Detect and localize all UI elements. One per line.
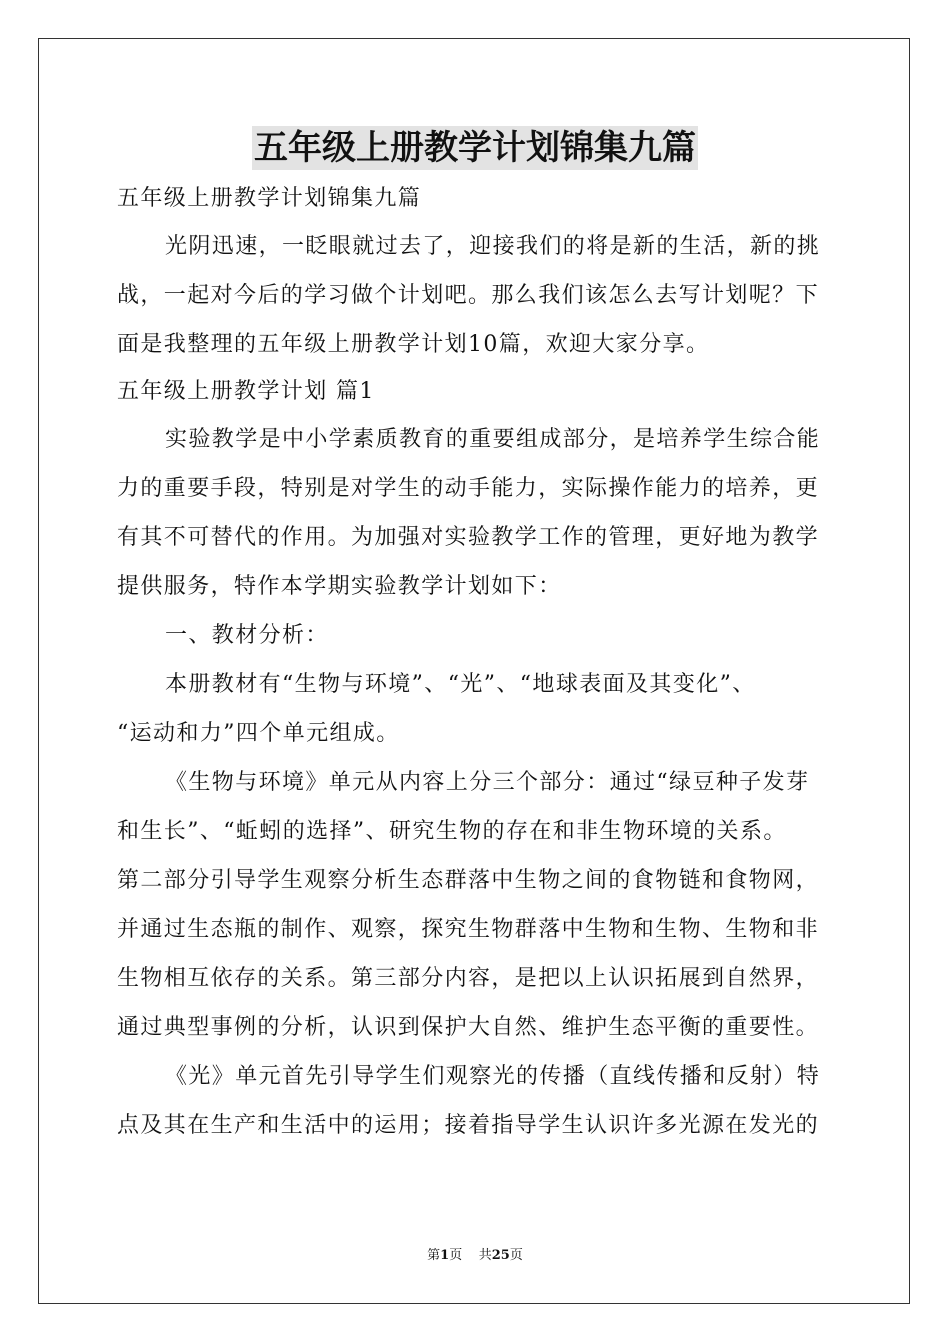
body-line: 生物相互依存的关系。第三部分内容，是把以上认识拓展到自然界，: [117, 966, 820, 991]
page-suffix: 页: [449, 1248, 463, 1263]
body-line: 实验教学是中小学素质教育的重要组成部分，是培养学生综合能: [165, 427, 821, 452]
total-pages: 25: [491, 1248, 510, 1263]
body-line: 点及其在生产和生活中的运用；接着指导学生认识许多光源在发光的: [117, 1113, 820, 1138]
body-line: 《生物与环境》单元从内容上分三个部分：通过“绿豆种子发芽: [165, 770, 810, 795]
body-line: 通过典型事例的分析，认识到保护大自然、维护生态平衡的重要性。: [117, 1015, 820, 1040]
document-body: [117, 176, 833, 1150]
body-line: 《光》单元首先引导学生们观察光的传播（直线传播和反射）特: [165, 1064, 821, 1089]
section-heading: 五年级上册教学计划 篇1: [117, 379, 375, 404]
body-line: 提供服务，特作本学期实验教学计划如下：: [117, 574, 562, 599]
body-line: 和生长”、“蚯蚓的选择”、研究生物的存在和非生物环境的关系。: [117, 819, 787, 844]
body-line: 有其不可替代的作用。为加强对实验教学工作的管理，更好地为教学: [117, 525, 820, 550]
body-line: 本册教材有“生物与环境”、“光”、“地球表面及其变化”、: [165, 672, 756, 697]
body-line: 战，一起对今后的学习做个计划吧。那么我们该怎么去写计划呢？下: [117, 283, 820, 308]
total-suffix: 页: [509, 1248, 523, 1263]
body-line: 力的重要手段，特别是对学生的动手能力，实际操作能力的培养，更: [117, 476, 820, 501]
total-prefix: 共: [478, 1248, 492, 1263]
subsection-heading: 一、教材分析：: [165, 623, 329, 648]
page-prefix: 第: [427, 1248, 441, 1263]
body-line: “运动和力”四个单元组成。: [117, 721, 400, 746]
body-line: 第二部分引导学生观察分析生态群落中生物之间的食物链和食物网，: [117, 868, 820, 893]
body-line: 五年级上册教学计划锦集九篇: [117, 186, 422, 211]
body-line: 面是我整理的五年级上册教学计划10篇，欢迎大家分享。: [117, 332, 710, 357]
body-line: 并通过生态瓶的制作、观察，探究生物群落中生物和生物、生物和非: [117, 917, 820, 942]
title-container: [0, 126, 950, 170]
page-number: 1: [440, 1248, 450, 1263]
document-title: 五年级上册教学计划锦集九篇: [254, 128, 696, 168]
body-line: 光阴迅速，一眨眼就过去了，迎接我们的将是新的生活，新的挑: [165, 234, 821, 259]
page-footer: [0, 1247, 950, 1265]
